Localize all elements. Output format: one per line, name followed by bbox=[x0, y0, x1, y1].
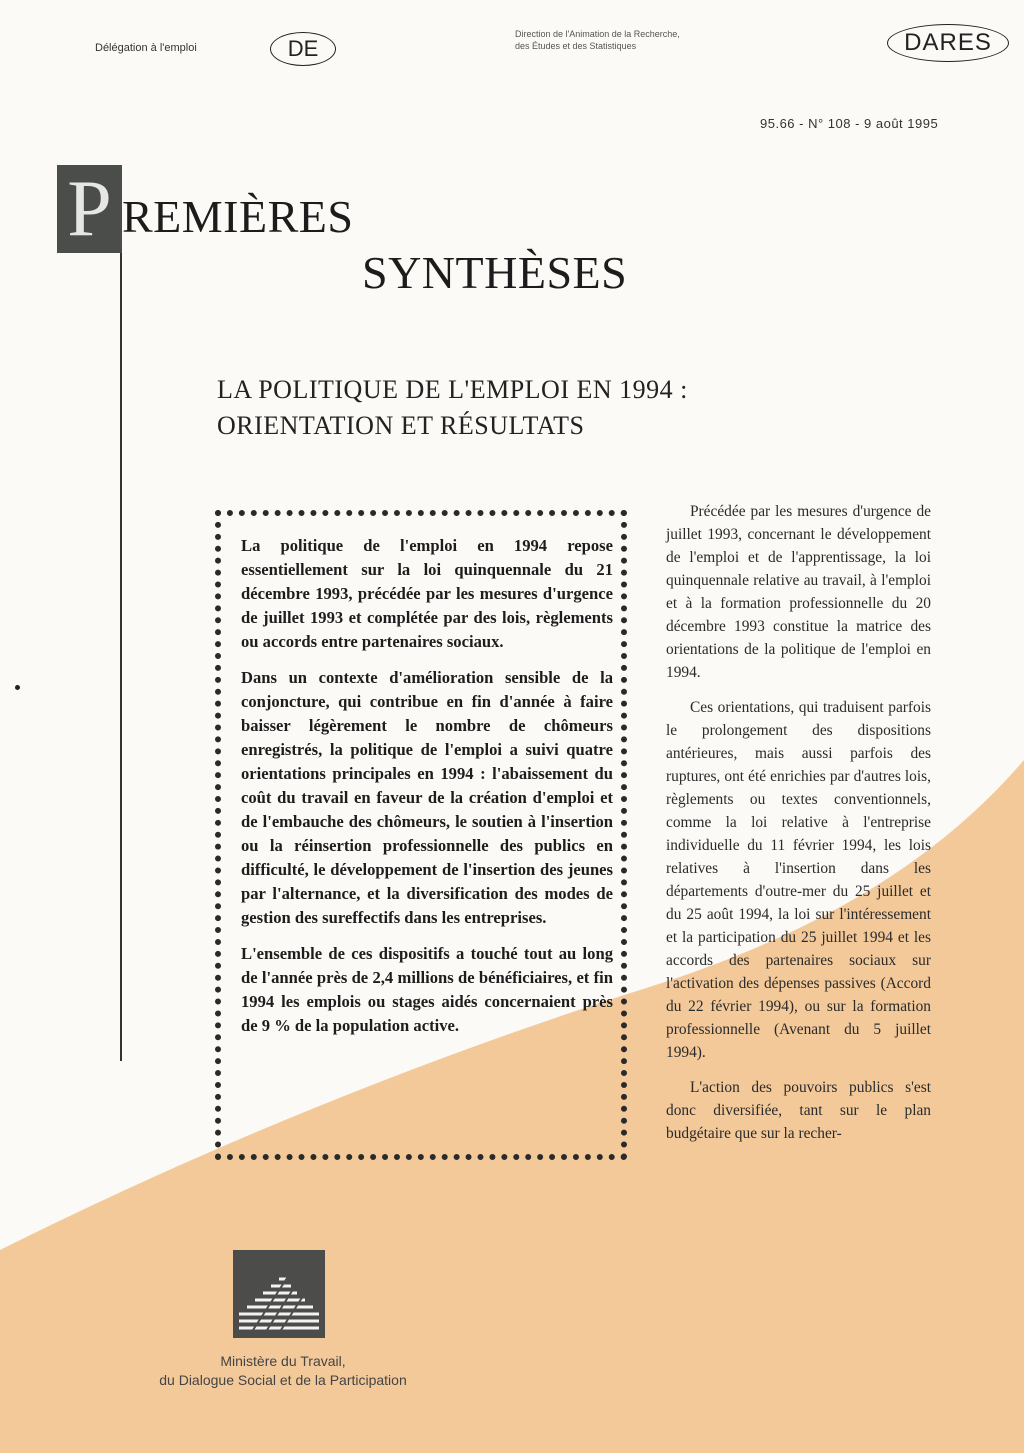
direction-line-1: Direction de l'Animation de la Recherche, bbox=[515, 29, 680, 39]
margin-dot bbox=[15, 685, 20, 690]
body-paragraph-1: Précédée par les mesures d'urgence de juillet 1993, concernant le développement de l'emploi et de l'apprentissage, la loi quinquennale relative au travail, à l'emploi et à la formation professionnelle du 20 décembre 1993 constitue la matrice des orientations de la politique de l'emploi en 1994. bbox=[666, 503, 931, 681]
title-line-1: LA POLITIQUE DE L'EMPLOI EN 1994 : bbox=[217, 375, 688, 404]
title-line-2: ORIENTATION ET RÉSULTATS bbox=[217, 411, 585, 440]
summary-paragraph-3: L'ensemble de ces dispositifs a touché tout au long de l'année près de 2,4 millions de bénéficiaires, et fin 1994 les emplois ou stages aidés concernaient près de 9 % de la population active. bbox=[241, 944, 613, 1035]
ministry-label bbox=[118, 1352, 448, 1390]
masthead-initial: P bbox=[67, 165, 112, 253]
masthead-line-1: REMIÈRES bbox=[122, 191, 354, 242]
ministry-line-2: du Dialogue Social et de la Participation bbox=[159, 1372, 407, 1388]
body-column bbox=[666, 500, 931, 1157]
summary-box bbox=[215, 510, 627, 1160]
ministry-logo-icon bbox=[233, 1250, 325, 1338]
body-paragraph-2: Ces orientations, qui traduisent parfois le prolongement des dispositions antérieures, mais aussi parfois des ruptures, ont été enrichies par d'autres lois, règlements ou textes conventionnels, comme la loi relative à l'entreprise individuelle du 11 février 1994, les lois relatives à l'insertion dans les départements d'outre-mer du 25 juillet et du 25 août 1994, la loi sur l'intéressement et la participation du 25 juillet 1994 et les accords des partenaires sociaux sur l'activation des dépenses passives (Accord du 22 février 1994), ou sur la formation professionnelle (Avenant du 5 juillet 1994). bbox=[666, 699, 931, 1061]
issue-number: 95.66 - N° 108 - 9 août 1995 bbox=[760, 116, 939, 131]
direction-line-2: des Études et des Statistiques bbox=[515, 41, 637, 51]
delegation-label: Délégation à l'emploi bbox=[95, 42, 197, 54]
ministry-line-1: Ministère du Travail, bbox=[220, 1353, 346, 1369]
summary-paragraph-2: Dans un contexte d'amélioration sensible de la conjoncture, qui contribue en fin d'année à faire baisser légèrement le nombre de chômeurs enregistrés, la politique de l'emploi a suivi quatre orientations principales en 1994 : l'abaissement du coût du travail en faveur de la création d'emploi et de l'embauche des chômeurs, le soutien à l'insertion ou la réinsertion professionnelle des publics en difficulté, le développement de l'insertion des jeunes par l'alternance, et la diversification des modes de gestion des sureffectifs dans les entreprises. bbox=[241, 668, 613, 927]
masthead-line-2: SYNTHÈSES bbox=[362, 247, 628, 298]
direction-label bbox=[515, 28, 795, 52]
summary-paragraph-1: La politique de l'emploi en 1994 repose essentiellement sur la loi quinquennale du 21 décembre 1993, précédée par les mesures d'urgence de juillet 1993 et complétée par des lois, règlements ou accords entre partenaires sociaux. bbox=[241, 536, 613, 651]
masthead-vertical-rule bbox=[120, 253, 122, 1061]
de-logo: DE bbox=[270, 32, 336, 66]
page-title bbox=[217, 372, 837, 444]
dares-logo: DARES bbox=[887, 24, 1009, 62]
body-paragraph-3: L'action des pouvoirs publics s'est donc diversifiée, tant sur le plan budgétaire que sur la recher- bbox=[666, 1079, 931, 1142]
masthead-initial-box bbox=[57, 165, 122, 253]
